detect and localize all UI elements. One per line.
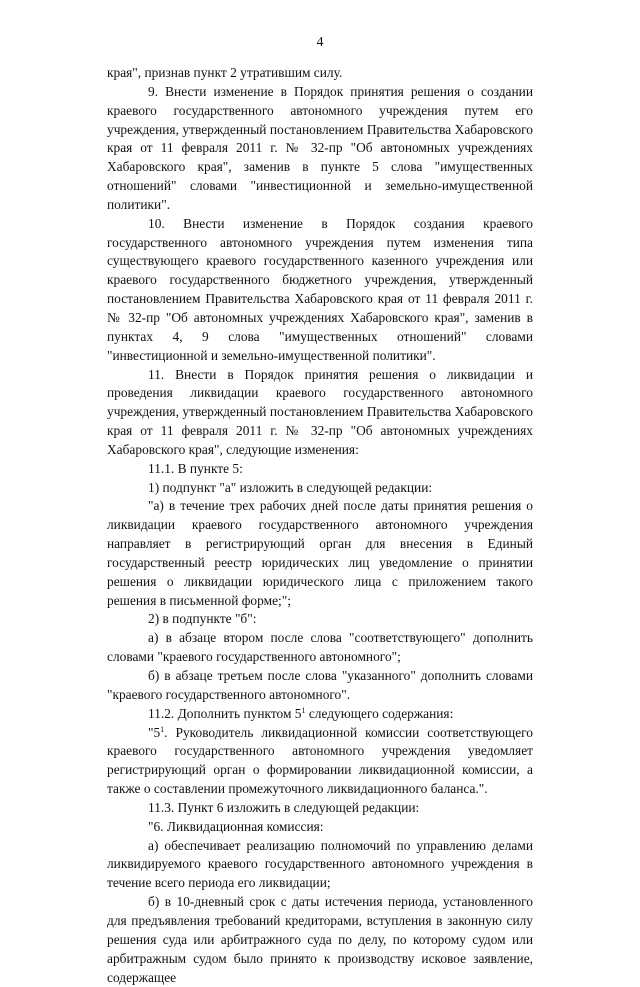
paragraph-subitem-b: б) в 10-дневный срок с даты истечения периода, установленного для предъявления требований кредиторами, вступления в законную силу решения суда или арбитражного суда по делу, по которому судом или арбитражным судом было принято к производству исковое заявление, содержащее bbox=[107, 894, 533, 985]
paragraph-text-after-sup: следующего содержания: bbox=[305, 705, 454, 721]
paragraph-subitem-a: а) обеспечивает реализацию полномочий по управлению делами ликвидируемого краевого государственного автономного учреждения в течение всего периода его ликвидации; bbox=[107, 837, 533, 891]
paragraph-subitem-2: 2) в подпункте "б": bbox=[148, 611, 257, 627]
paragraph-item-10: 10. Внести изменение в Порядок создания краевого государственного автономного учреждения путем изменения типа существующего краевого государственного казенного учреждения или краевого государственного бюджетного учреждения, утвержденный постановлением Правительства Хабаровского края от 11 февраля 2011 г. № 32-пр "Об автономных учреждениях Хабаровского края", заменив в пунктах 4, 9 слова "имущественных отношений" словами "инвестиционной и земельно-имущественной политики". bbox=[107, 215, 533, 363]
paragraph-subitem-a: а) в абзаце втором после слова "соответствующего" дополнить словами "краевого государственного автономного"; bbox=[107, 630, 533, 665]
paragraph-quote-5-1 bbox=[107, 724, 533, 799]
superscript: 1 bbox=[160, 724, 165, 734]
paragraph-item-11-1: 11.1. В пункте 5: bbox=[148, 460, 243, 476]
paragraph-quote-6: "6. Ликвидационная комиссия: bbox=[148, 818, 324, 834]
paragraph-item-9: 9. Внести изменение в Порядок принятия решения о создании краевого государственного автономного учреждения путем его учреждения, утвержденный постановлением Правительства Хабаровского края от 11 февраля 2011 г. № 32-пр "Об автономных учреждениях Хабаровского края", заменив в пункте 5 слова "имущественных отношений" словами "инвестиционной и земельно-имущественной политики". bbox=[107, 83, 533, 212]
page-number: 4 bbox=[316, 35, 324, 50]
paragraph-subitem-1: 1) подпункт "а" изложить в следующей редакции: bbox=[148, 479, 433, 495]
paragraph-text-before-sup: "5 bbox=[148, 724, 161, 740]
paragraph-quote-a: "а) в течение трех рабочих дней после даты принятия решения о ликвидации краевого государственного автономного учреждения направляет в регистрирующий орган для внесения в Единый государственный реестр юридических лиц уведомление о принятии решения о ликвидации юридического лица с приложением такого решения в письменной форме;"; bbox=[107, 498, 533, 608]
paragraph-item-11: 11. Внести в Порядок принятия решения о ликвидации и проведения ликвидации краевого государственного автономного учреждения, утвержденный постановлением Правительства Хабаровского края от 11 февраля 2011 г. № 32-пр "Об автономных учреждениях Хабаровского края", следующие изменения: bbox=[107, 366, 533, 457]
paragraph-continuation: края", признав пункт 2 утратившим силу. bbox=[107, 65, 343, 80]
paragraph-item-11-2 bbox=[107, 705, 533, 724]
document-body bbox=[107, 64, 533, 987]
paragraph-item-11-3: 11.3. Пункт 6 изложить в следующей редакции: bbox=[148, 799, 420, 815]
superscript: 1 bbox=[301, 705, 306, 715]
paragraph-text-after-sup: . Руководитель ликвидационной комиссии соответствующего краевого государственного автономного учреждения уведомляет регистрирующий орган о формировании ликвидационной комиссии, а также о составлении промежуточного ликвидационного баланса.". bbox=[107, 724, 533, 797]
paragraph-text-before-sup: 11.2. Дополнить пунктом 5 bbox=[148, 705, 302, 721]
paragraph-subitem-b: б) в абзаце третьем после слова "указанного" дополнить словами "краевого государственного автономного". bbox=[107, 668, 533, 702]
